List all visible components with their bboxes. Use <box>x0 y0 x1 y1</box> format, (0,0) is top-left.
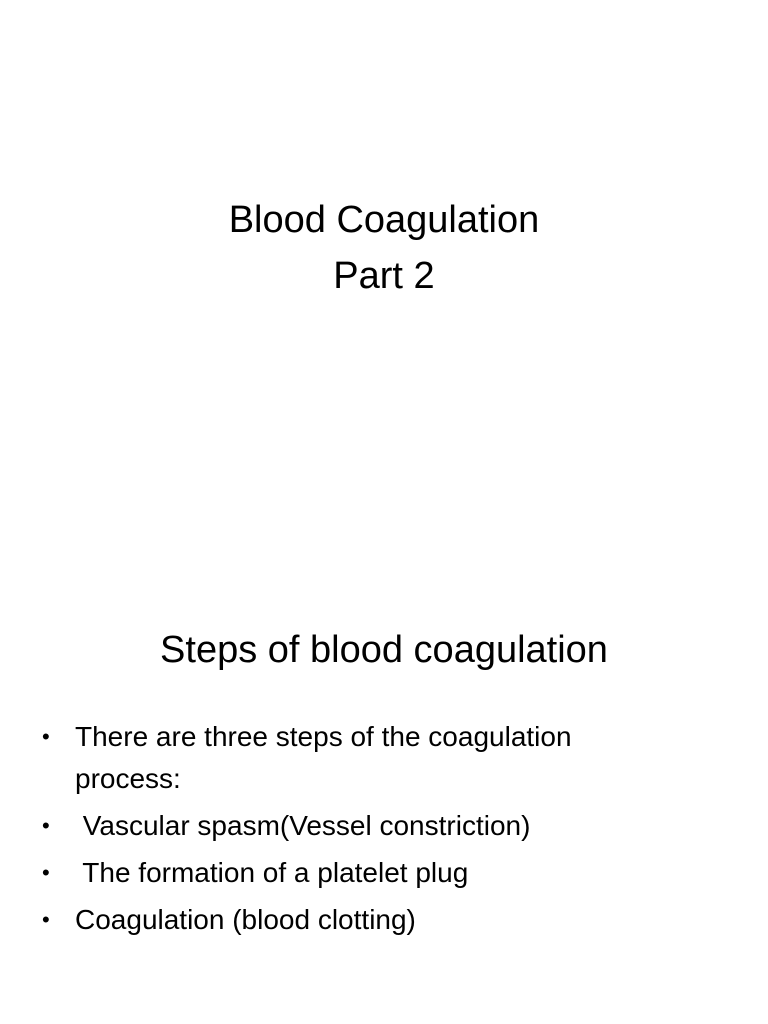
bullet-text: The formation of a platelet plug <box>75 857 469 888</box>
bullet-text: Vascular spasm(Vessel constriction) <box>75 810 531 841</box>
title-line-1: Blood Coagulation <box>228 199 540 241</box>
slide-title <box>0 192 768 304</box>
list-item <box>42 716 682 800</box>
bullet-icon: • <box>42 860 50 885</box>
content-slide <box>0 576 768 1024</box>
bullet-icon: • <box>42 813 50 838</box>
bullet-list <box>42 716 682 946</box>
list-item <box>42 805 682 847</box>
title-line-2: Part 2 <box>333 255 435 297</box>
bullet-icon: • <box>42 907 50 932</box>
bullet-text: Coagulation (blood clotting) <box>75 904 416 935</box>
list-item <box>42 852 682 894</box>
slide-heading: Steps of blood coagulation <box>160 629 608 671</box>
list-item <box>42 899 682 941</box>
bullet-icon: • <box>42 724 50 749</box>
bullet-text: There are three steps of the coagulation process: <box>75 721 572 794</box>
